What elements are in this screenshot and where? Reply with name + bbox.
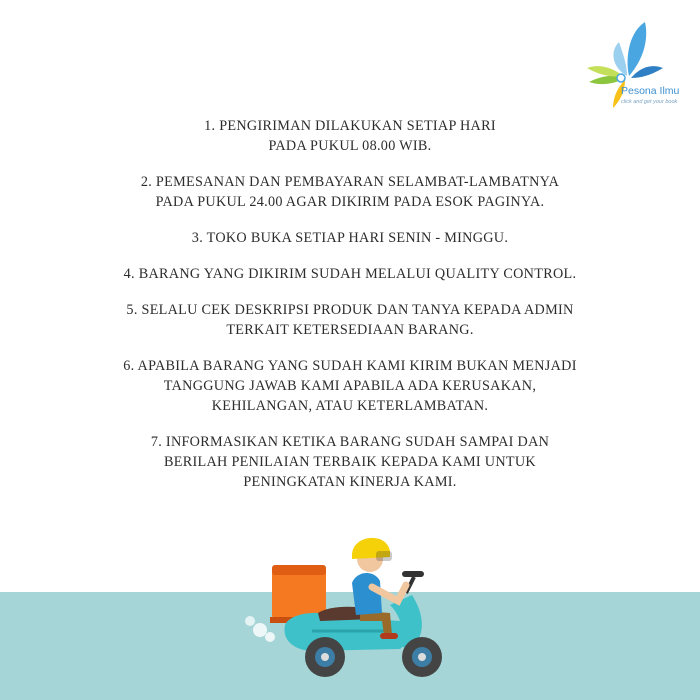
rule-line: 1. PENGIRIMAN DILAKUKAN SETIAP HARI	[204, 118, 496, 134]
rule-item	[70, 172, 630, 212]
rule-item	[70, 356, 630, 416]
shipping-rules-list	[70, 116, 630, 508]
rule-item	[70, 116, 630, 156]
delivery-scene	[240, 525, 460, 690]
rule-line: TERKAIT KETERSEDIAAN BARANG.	[226, 322, 474, 338]
delivery-scooter-icon	[240, 525, 460, 685]
rule-line: 4. BARANG YANG DIKIRIM SUDAH MELALUI QUALITY CONTROL.	[123, 266, 577, 282]
rule-line: BERILAH PENILAIAN TERBAIK KEPADA KAMI UNTUK	[164, 454, 536, 470]
logo-name: Pesona Ilmu	[621, 85, 680, 97]
logo-tagline: click and get your book	[621, 99, 678, 105]
rule-line: 2. PEMESANAN DAN PEMBAYARAN SELAMBAT-LAMBATNYA	[140, 174, 560, 190]
rule-line: KEHILANGAN, ATAU KETERLAMBATAN.	[211, 398, 489, 414]
rule-item	[70, 228, 630, 248]
rule-item	[70, 300, 630, 340]
pesona-ilmu-logo	[583, 18, 679, 110]
rule-line: 7. INFORMASIKAN KETIKA BARANG SUDAH SAMPAI DAN	[150, 434, 550, 450]
rule-line: PADA PUKUL 24.00 AGAR DIKIRIM PADA ESOK PAGINYA.	[155, 194, 545, 210]
rule-line: PENINGKATAN KINERJA KAMI.	[243, 474, 457, 490]
rule-item	[70, 264, 630, 284]
rule-line: PADA PUKUL 08.00 WIB.	[268, 138, 432, 154]
rule-item	[70, 432, 630, 492]
rule-line: 3. TOKO BUKA SETIAP HARI SENIN - MINGGU.	[191, 230, 509, 246]
rule-line: TANGGUNG JAWAB KAMI APABILA ADA KERUSAKAN,	[163, 378, 537, 394]
rule-line: 5. SELALU CEK DESKRIPSI PRODUK DAN TANYA KEPADA ADMIN	[126, 302, 574, 318]
rule-line: 6. APABILA BARANG YANG SUDAH KAMI KIRIM BUKAN MENJADI	[123, 358, 577, 374]
